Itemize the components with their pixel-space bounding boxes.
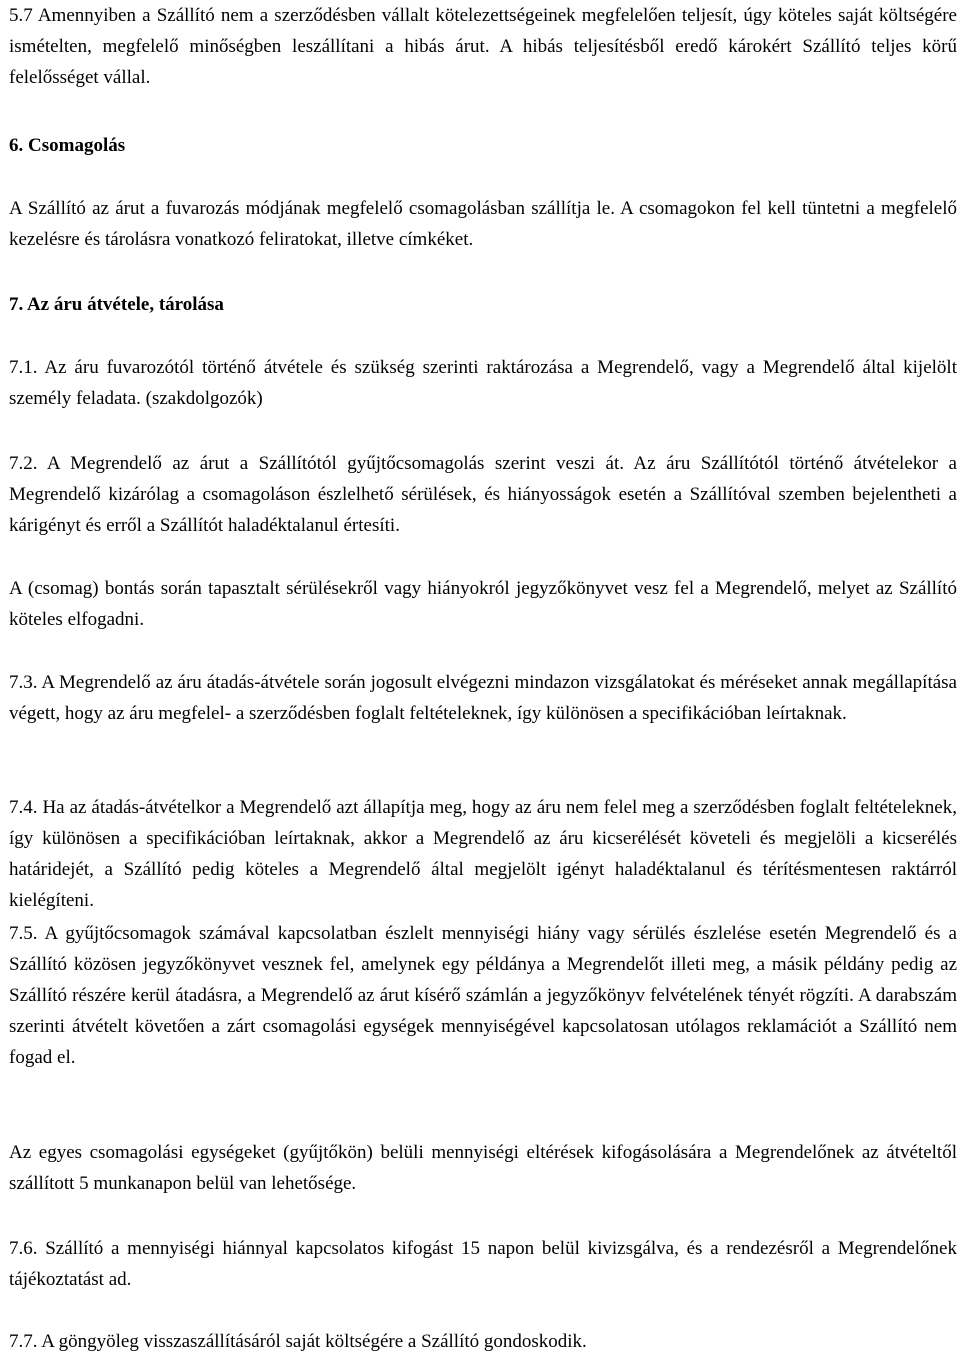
paragraph-7-2-continued: A (csomag) bontás során tapasztalt sérülésekről vagy hiányokról jegyzőkönyvet vesz fel a Megrendelő, melyet az Szállító köteles elfogadni. <box>9 578 957 630</box>
paragraph-7-4: 7.4. Ha az átadás-átvételkor a Megrendelő azt állapítja meg, hogy az áru nem felel meg a szerződésben foglalt feltételeknek, így különösen a specifikációban leírtaknak, akkor a Megrendelő az áru kicserélését követeli és megjelöli a kicserélés határidejét, a Szállító pedig köteles a Megrendelő által megjelölt igényt haladéktalanul és térítésmentesen raktárról kielégíteni. <box>9 797 957 911</box>
paragraph-7-3: 7.3. A Megrendelő az áru átadás-átvétele során jogosult elvégezni mindazon vizsgálatokat és méréseket annak megállapítása végett, hogy az áru megfelel- a szerződésben foglalt feltételeknek, így különösen a specifikációban leírtaknak. <box>9 672 957 724</box>
paragraph-7-7: 7.7. A göngyöleg visszaszállításáról saját költségére a Szállító gondoskodik. <box>9 1331 587 1352</box>
paragraph-7-5: 7.5. A gyűjtőcsomagok számával kapcsolatban észlelt mennyiségi hiány vagy sérülés észlelése esetén Megrendelő és a Szállító közösen jegyzőkönyvet vesznek fel, amelynek egy példánya a Megrendelőt illeti meg, a másik példány pedig az Szállító részére kerül átadásra, a Megrendelő az árut kísérő számlán a jegyzőkönyv felvételének tényét rögzíti. A darabszám szerinti átvételt követően a zárt csomagolási egységek mennyiségével kapcsolatosan utólagos reklamációt a Szállító nem fogad el. <box>9 923 957 1068</box>
paragraph-7-5-continued: Az egyes csomagolási egységeket (gyűjtőkön) belüli mennyiségi eltérések kifogásolására a Megrendelőnek az átvételtől szállított 5 munkanapon belül van lehetősége. <box>9 1142 957 1194</box>
section-heading-6: 6. Csomagolás <box>9 135 126 156</box>
paragraph-6: A Szállító az árut a fuvarozás módjának megfelelő csomagolásban szállítja le. A csomagokon fel kell tüntetni a megfelelő kezelésre és tárolásra vonatkozó feliratokat, illetve címkéket. <box>9 198 957 250</box>
paragraph-7-6: 7.6. Szállító a mennyiségi hiánnyal kapcsolatos kifogást 15 napon belül kivizsgálva, és a rendezésről a Megrendelőnek tájékoztatást ad. <box>9 1238 957 1290</box>
paragraph-7-1: 7.1. Az áru fuvarozótól történő átvétele és szükség szerinti raktározása a Megrendelő, vagy a Megrendelő által kijelölt személy feladata. (szakdolgozók) <box>9 357 957 409</box>
paragraph-7-2: 7.2. A Megrendelő az árut a Szállítótól gyűjtőcsomagolás szerint veszi át. Az áru Szállítótól történő átvételekor a Megrendelő kizárólag a csomagoláson észlelhető sérülések, és hiányosságok esetén a Szállítóval szemben bejelentheti a kárigényt és erről a Szállítót haladéktalanul értesíti. <box>9 453 957 536</box>
paragraph-5-7: 5.7 Amennyiben a Szállító nem a szerződésben vállalt kötelezettségeinek megfelelően teljesít, úgy köteles saját költségére ismételten, megfelelő minőségben leszállítani a hibás árut. A hibás teljesítésből eredő károkért Szállító teljes körű felelősséget vállal. <box>9 5 957 88</box>
section-heading-7: 7. Az áru átvétele, tárolása <box>9 294 224 315</box>
